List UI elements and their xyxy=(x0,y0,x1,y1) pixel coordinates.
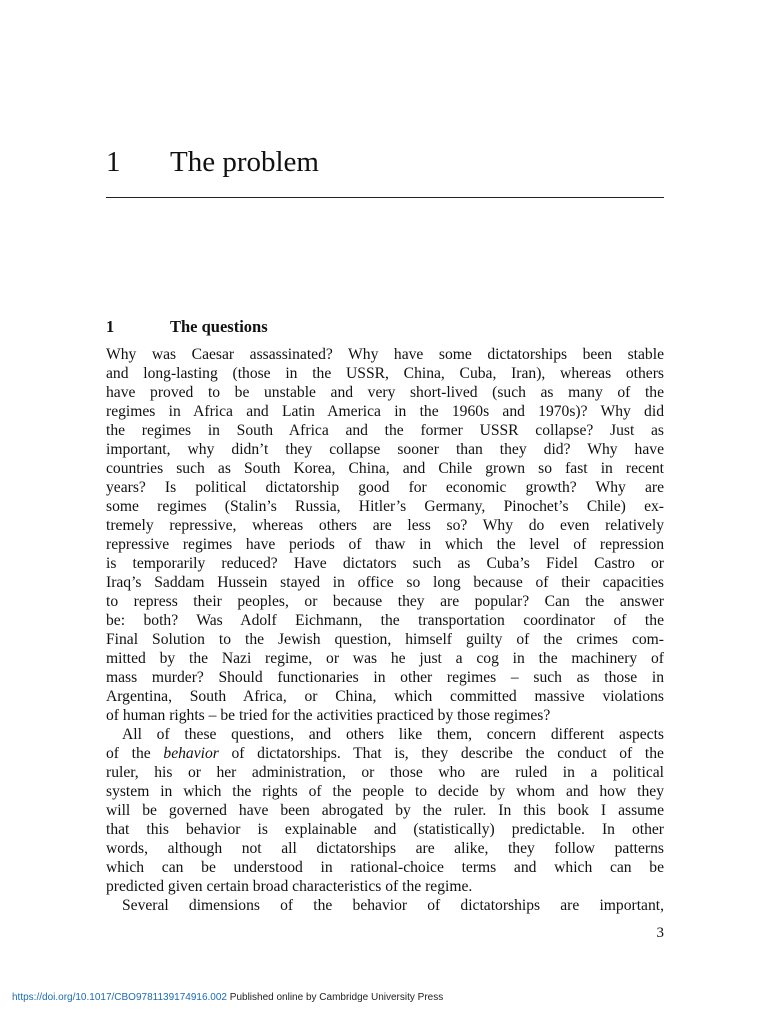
text-line: important, why didn’t they collapse sooner than they did? Why have xyxy=(106,441,664,458)
text-line: will be governed have been abrogated by the ruler. In this book I assume xyxy=(106,802,664,819)
body-text xyxy=(106,345,664,915)
text-line: system in which the rights of the people to decide by whom and how they xyxy=(106,783,664,800)
page-number: 3 xyxy=(656,925,664,941)
text-line: Argentina, South Africa, or China, which committed massive violations xyxy=(106,688,664,705)
text-line: All of these questions, and others like them, concern different aspects xyxy=(122,726,664,743)
footer xyxy=(12,991,443,1005)
text-line: is temporarily reduced? Have dictators such as Cuba’s Fidel Castro or xyxy=(106,555,664,572)
chapter-heading xyxy=(106,144,319,180)
text-line: Final Solution to the Jewish question, himself guilty of the crimes com- xyxy=(106,631,664,648)
text-line: have proved to be unstable and very short-lived (such as many of the xyxy=(106,384,664,401)
text-segment: of dictatorships. That is, they describe the conduct of the xyxy=(231,745,664,762)
text-line: Iraq’s Saddam Hussein stayed in office so long because of their capacities xyxy=(106,574,664,591)
chapter-rule xyxy=(106,197,664,198)
text-line: and long-lasting (those in the USSR, China, Cuba, Iran), whereas others xyxy=(106,365,664,382)
section-title: The questions xyxy=(170,317,268,336)
chapter-title: The problem xyxy=(170,146,319,178)
text-segment: of the xyxy=(106,745,151,762)
published-note: Published online by Cambridge University Press xyxy=(229,992,444,1003)
text-line: regimes in Africa and Latin America in the 1960s and 1970s)? Why did xyxy=(106,403,664,420)
text-line: years? Is political dictatorship good for economic growth? Why are xyxy=(106,479,664,496)
text-line: mass murder? Should functionaries in other regimes – such as those in xyxy=(106,669,664,686)
text-line: the regimes in South Africa and the former USSR collapse? Just as xyxy=(106,422,664,439)
text-line: ruler, his or her administration, or those who are ruled in a political xyxy=(106,764,664,781)
emphasis-behavior: behavior xyxy=(163,745,219,762)
text-line: to repress their peoples, or because they are popular? Can the answer xyxy=(106,593,664,610)
section-number: 1 xyxy=(106,317,115,336)
text-line: which can be understood in rational-choice terms and which can be xyxy=(106,859,664,876)
text-line: mitted by the Nazi regime, or was he just a cog in the machinery of xyxy=(106,650,664,667)
text-line: be: both? Was Adolf Eichmann, the transportation coordinator of the xyxy=(106,612,664,629)
doi-link[interactable]: https://doi.org/10.1017/CBO9781139174916.002 xyxy=(12,992,227,1003)
text-line-with-emphasis xyxy=(106,744,664,763)
text-line: that this behavior is explainable and (statistically) predictable. In other xyxy=(106,821,664,838)
chapter-number: 1 xyxy=(106,146,121,178)
text-line: Several dimensions of the behavior of dictatorships are important, xyxy=(122,897,664,914)
text-line: of human rights – be tried for the activities practiced by those regimes? xyxy=(106,707,551,724)
text-line: tremely repressive, whereas others are less so? Why do even relatively xyxy=(106,517,664,534)
text-line: some regimes (Stalin’s Russia, Hitler’s Germany, Pinochet’s Chile) ex- xyxy=(106,498,664,515)
text-line: words, although not all dictatorships are alike, they follow patterns xyxy=(106,840,664,857)
text-line: countries such as South Korea, China, and Chile grown so fast in recent xyxy=(106,460,664,477)
text-line: Why was Caesar assassinated? Why have some dictatorships been stable xyxy=(106,346,664,363)
section-heading xyxy=(106,316,268,338)
text-line: predicted given certain broad characteristics of the regime. xyxy=(106,878,473,895)
text-line: repressive regimes have periods of thaw in which the level of repression xyxy=(106,536,664,553)
